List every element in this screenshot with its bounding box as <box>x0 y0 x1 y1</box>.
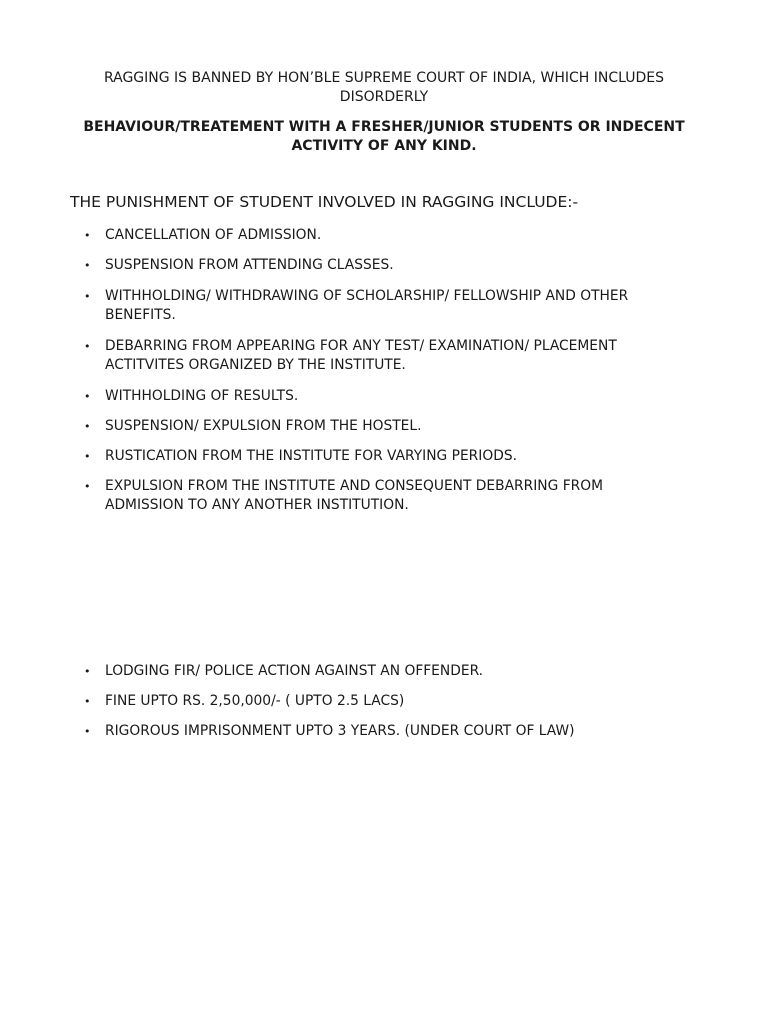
list-item-text: SUSPENSION FROM ATTENDING CLASSES. <box>105 257 394 273</box>
list-item-text: SUSPENSION/ EXPULSION FROM THE HOSTEL. <box>105 418 422 434</box>
punishment-heading: THE PUNISHMENT OF STUDENT INVOLVED IN RAGGING INCLUDE:- <box>70 193 579 211</box>
list-item-text: RUSTICATION FROM THE INSTITUTE FOR VARYING PERIODS. <box>105 448 517 464</box>
bullet-icon: • <box>84 420 91 433</box>
list-item-text: WITHHOLDING/ WITHDRAWING OF SCHOLARSHIP/ FELLOWSHIP AND OTHER BENEFITS. <box>105 288 629 323</box>
list-item-text: LODGING FIR/ POLICE ACTION AGAINST AN OFFENDER. <box>105 663 484 679</box>
list-item-text: WITHHOLDING OF RESULTS. <box>105 388 299 404</box>
bullet-icon: • <box>84 450 91 463</box>
bullet-icon: • <box>84 290 91 303</box>
bullet-icon: • <box>84 390 91 403</box>
list-item-text: FINE UPTO RS. 2,50,000/- ( UPTO 2.5 LACS) <box>105 693 405 709</box>
list-item-text: RIGOROUS IMPRISONMENT UPTO 3 YEARS. (UNDER COURT OF LAW) <box>105 723 575 739</box>
bullet-icon: • <box>84 259 91 272</box>
list-item-text: DEBARRING FROM APPEARING FOR ANY TEST/ EXAMINATION/ PLACEMENT ACTITVITES ORGANIZED BY THE INSTITUTE. <box>105 338 617 373</box>
bullet-icon: • <box>84 229 91 242</box>
ban-notice-line: RAGGING IS BANNED BY HON’BLE SUPREME COURT OF INDIA, WHICH INCLUDES DISORDERLY <box>103 70 665 105</box>
list-item-text: CANCELLATION OF ADMISSION. <box>105 227 322 243</box>
list-item-text: EXPULSION FROM THE INSTITUTE AND CONSEQUENT DEBARRING FROM ADMISSION TO ANY ANOTHER INSTITUTION. <box>105 478 603 513</box>
bullet-icon: • <box>84 340 91 353</box>
behaviour-definition-line: BEHAVIOUR/TREATEMENT WITH A FRESHER/JUNIOR STUDENTS OR INDECENT ACTIVITY OF ANY KIND. <box>83 119 685 154</box>
bullet-icon: • <box>84 480 91 493</box>
bullet-icon: • <box>84 665 91 678</box>
bullet-icon: • <box>84 725 91 738</box>
bullet-icon: • <box>84 695 91 708</box>
